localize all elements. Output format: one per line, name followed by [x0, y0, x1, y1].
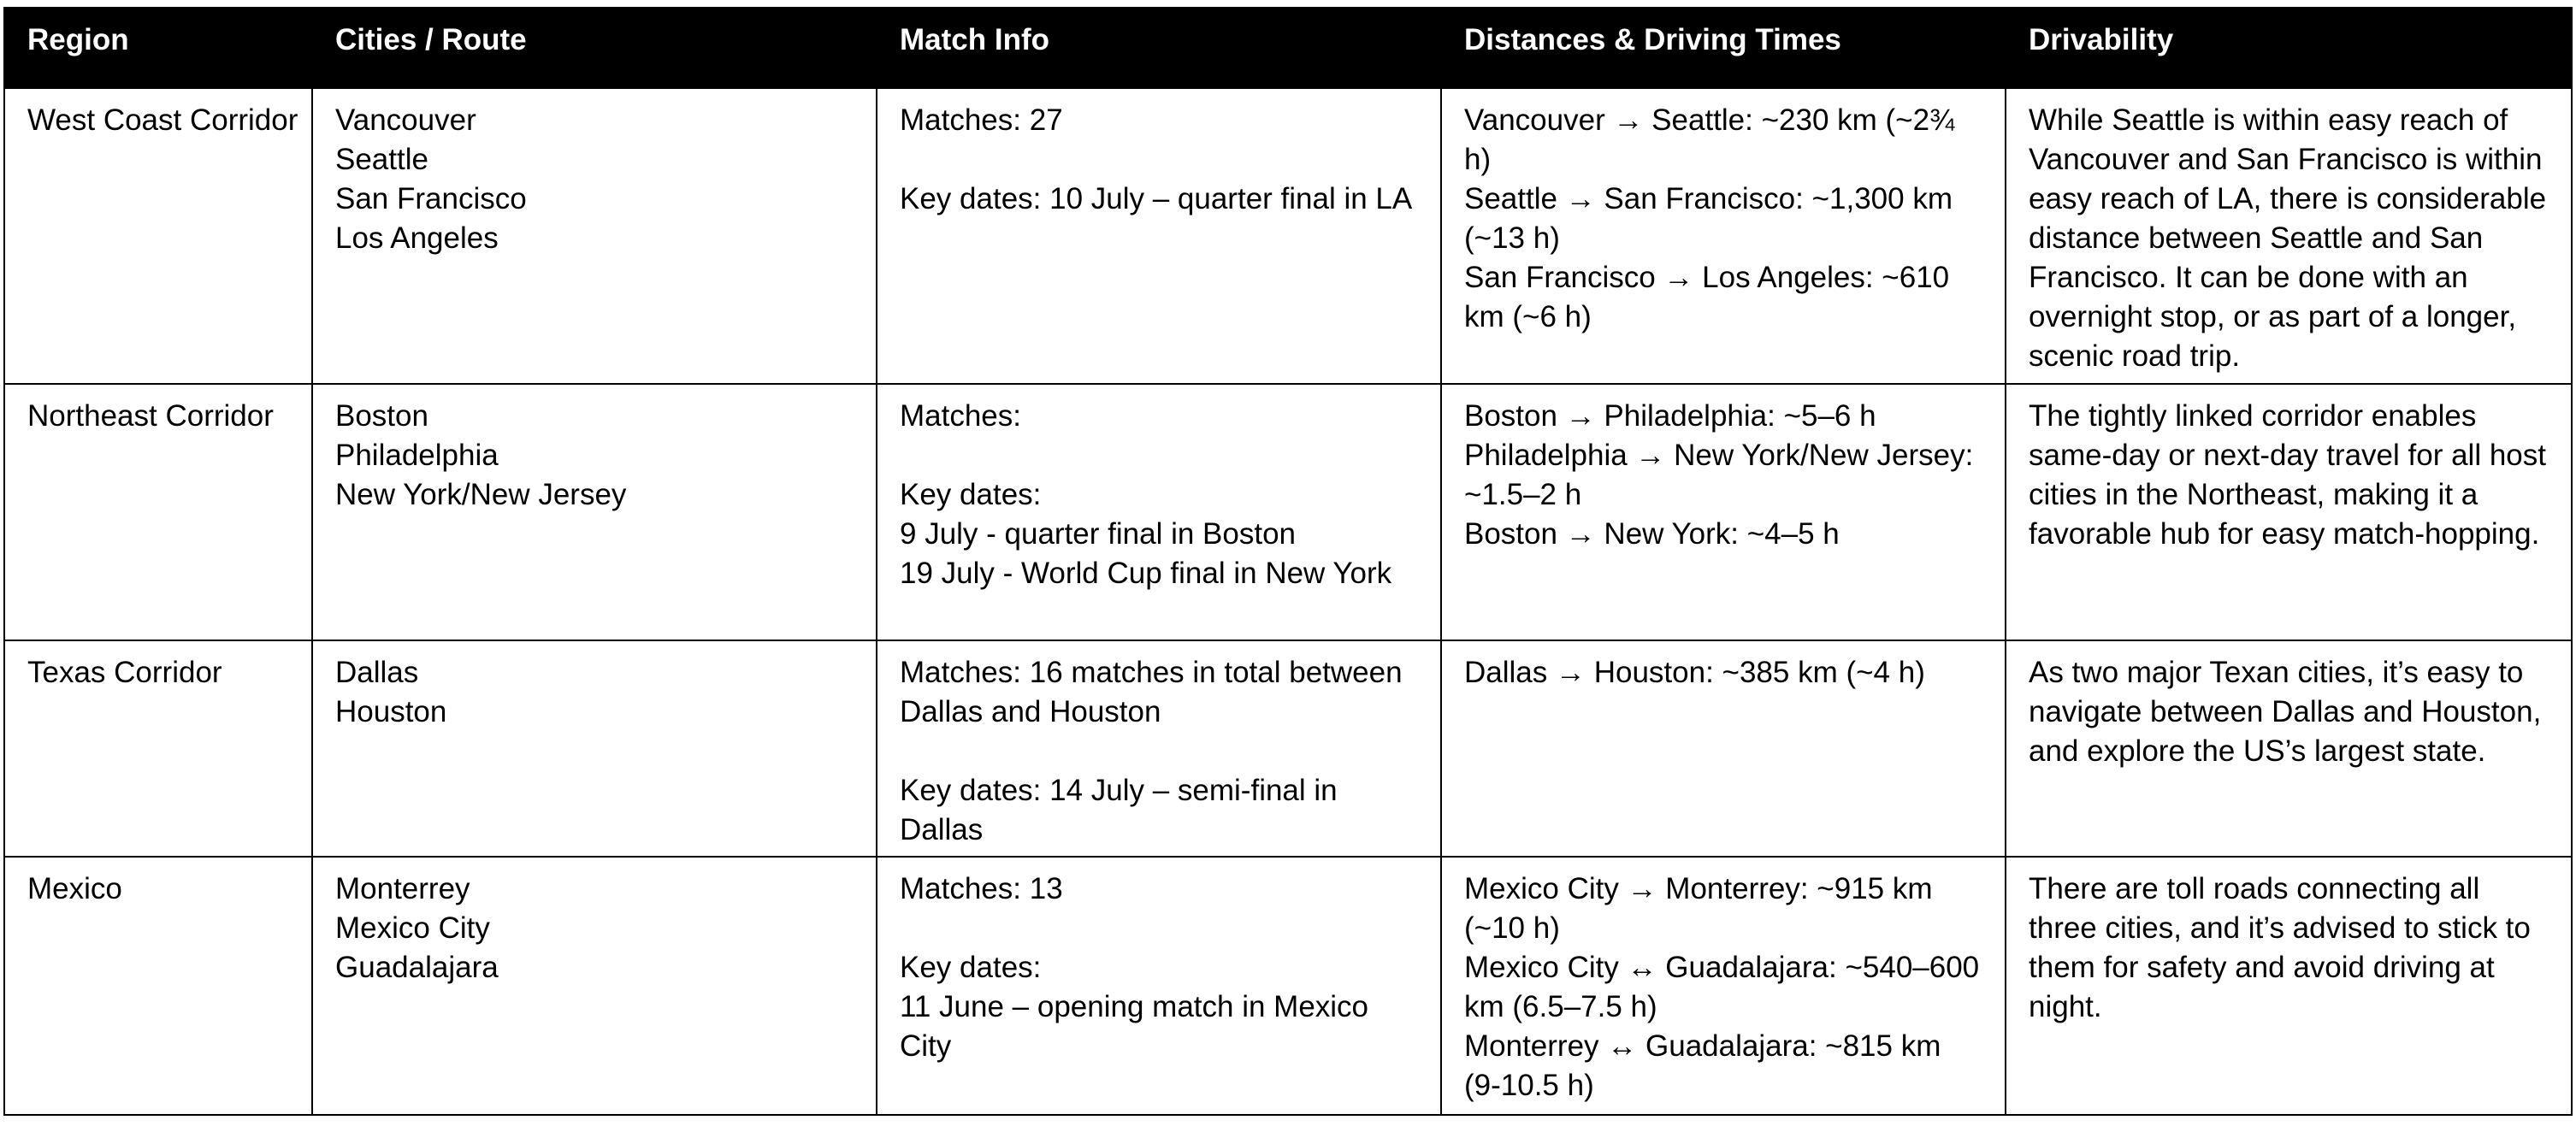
distance-entry: San Francisco → Los Angeles: ~610 km (~6 h) — [1464, 261, 1950, 333]
matches-count: Matches: — [900, 399, 1021, 433]
city: Los Angeles — [335, 221, 499, 255]
city: Boston — [335, 399, 428, 433]
drivability-cell: While Seattle is within easy reach of Vancouver and San Francisco is within easy reach of LA, there is considerable distance between Seattle and San Francisco. It can be done with an overnight stop, or as part of a longer, scenic road trip. — [2006, 88, 2572, 384]
key-date-item: 9 July - quarter final in Boston — [900, 517, 1297, 551]
header-match-info: Match Info — [877, 8, 1441, 88]
city: Monterrey — [335, 872, 470, 905]
table-row — [4, 384, 2572, 640]
distance-entry: Philadelphia → New York/New Jersey: ~1.5–2 h — [1464, 439, 1974, 511]
table-header — [4, 8, 2572, 88]
distance-entry: Seattle → San Francisco: ~1,300 km (~13 h) — [1464, 182, 1953, 255]
table-body — [4, 88, 2572, 1115]
distance-entry: Monterrey ↔ Guadalajara: ~815 km (9-10.5 h) — [1464, 1029, 1941, 1102]
city: Vancouver — [335, 103, 476, 137]
matches-count: Matches: 27 — [900, 103, 1063, 137]
spacer — [900, 436, 1420, 475]
drivability-cell: As two major Texan cities, it’s easy to navigate between Dallas and Houston, and explore the US’s largest state. — [2006, 640, 2572, 857]
header-row — [4, 8, 2572, 88]
cities-cell — [312, 640, 877, 857]
matches-count: Matches: 13 — [900, 872, 1063, 905]
region-cell: Mexico — [4, 857, 312, 1115]
match-info-cell — [877, 640, 1441, 857]
cities-cell — [312, 857, 877, 1115]
spacer — [900, 140, 1420, 180]
city: San Francisco — [335, 182, 527, 215]
drivability-cell: The tightly linked corridor enables same-day or next-day travel for all host cities in the Northeast, making it a favorable hub for easy match-hopping. — [2006, 384, 2572, 640]
distance-entry: Dallas → Houston: ~385 km (~4 h) — [1464, 656, 1925, 689]
table-row — [4, 640, 2572, 857]
table-row — [4, 88, 2572, 384]
distance-entry: Boston → Philadelphia: ~5–6 h — [1464, 399, 1876, 433]
city: New York/New Jersey — [335, 478, 627, 511]
city: Philadelphia — [335, 439, 499, 472]
city: Dallas — [335, 656, 419, 689]
spacer — [900, 909, 1420, 948]
city: Guadalajara — [335, 951, 499, 984]
match-info-cell — [877, 384, 1441, 640]
distance-entry: Mexico City ↔ Guadalajara: ~540–600 km (6.5–7.5 h) — [1464, 951, 1980, 1023]
header-region: Region — [4, 8, 312, 88]
city: Seattle — [335, 143, 428, 176]
distance-entry: Vancouver → Seattle: ~230 km (~2¾ h) — [1464, 103, 1955, 176]
header-distances: Distances & Driving Times — [1441, 8, 2006, 88]
distance-entry: Boston → New York: ~4–5 h — [1464, 517, 1840, 551]
match-info-cell — [877, 88, 1441, 384]
region-cell: Texas Corridor — [4, 640, 312, 857]
drivability-cell: There are toll roads connecting all three cities, and it’s advised to stick to them for safety and avoid driving at night. — [2006, 857, 2572, 1115]
key-dates: Key dates: — [900, 478, 1042, 511]
key-date-item: 19 July - World Cup final in New York — [900, 557, 1392, 590]
city: Mexico City — [335, 911, 490, 945]
cities-cell — [312, 384, 877, 640]
key-dates: Key dates: — [900, 951, 1042, 984]
distances-cell — [1441, 857, 2006, 1115]
distances-cell — [1441, 88, 2006, 384]
matches-count: Matches: 16 matches in total between Dallas and Houston — [900, 656, 1403, 728]
region-cell: West Coast Corridor — [4, 88, 312, 384]
host-city-table — [3, 7, 2573, 1116]
table-row — [4, 857, 2572, 1115]
distance-entry: Mexico City → Monterrey: ~915 km (~10 h) — [1464, 872, 1933, 945]
key-dates: Key dates: 14 July – semi-final in Dallas — [900, 774, 1338, 846]
key-date-item: 11 June – opening match in Mexico City — [900, 990, 1369, 1063]
region-cell: Northeast Corridor — [4, 384, 312, 640]
cities-cell — [312, 88, 877, 384]
distances-cell — [1441, 640, 2006, 857]
header-cities-route: Cities / Route — [312, 8, 877, 88]
city: Houston — [335, 695, 447, 728]
distances-cell — [1441, 384, 2006, 640]
match-info-cell — [877, 857, 1441, 1115]
key-dates: Key dates: 10 July – quarter final in LA — [900, 182, 1413, 215]
spacer — [900, 732, 1420, 771]
header-drivability: Drivability — [2006, 8, 2572, 88]
